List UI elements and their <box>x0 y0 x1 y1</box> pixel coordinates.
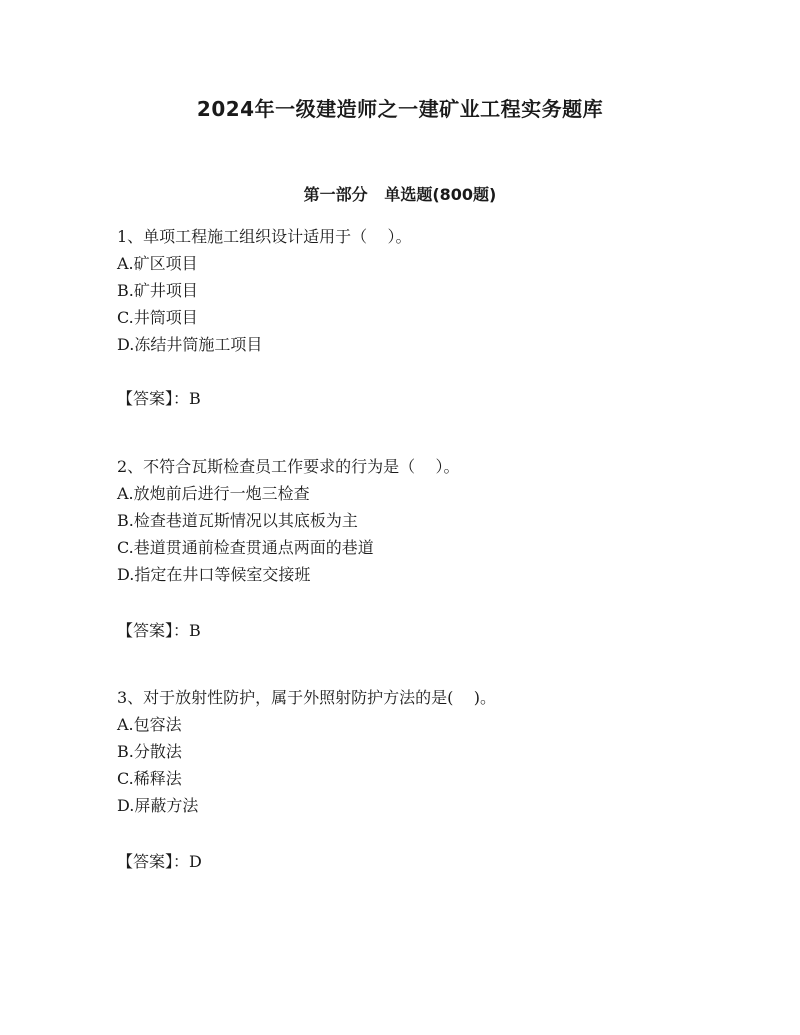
answer-label: 【答案】： <box>117 852 190 871</box>
answer-label: 【答案】： <box>117 389 190 408</box>
answer-value: B <box>189 389 201 408</box>
answer-value: D <box>189 852 202 871</box>
option-d: D.屏蔽方法 <box>117 796 199 815</box>
question-stem: 1、单项工程施工组织设计适用于（ ）。 <box>117 227 412 246</box>
option-a: A.包容法 <box>117 715 182 734</box>
section-heading: 第一部分 单选题(800题) <box>303 185 497 204</box>
question-stem: 3、对于放射性防护，属于外照射防护方法的是( )。 <box>117 688 497 707</box>
answer-value: B <box>189 621 201 640</box>
option-a: A.放炮前后进行一炮三检查 <box>117 484 310 503</box>
option-d: D.指定在井口等候室交接班 <box>117 565 311 584</box>
option-b: B.矿井项目 <box>117 281 198 300</box>
answer-label: 【答案】： <box>117 621 190 640</box>
option-b: B.分散法 <box>117 742 182 761</box>
option-a: A.矿区项目 <box>117 254 198 273</box>
option-b: B.检查巷道瓦斯情况以其底板为主 <box>117 511 358 530</box>
option-c: C.稀释法 <box>117 769 182 788</box>
answer-line <box>117 619 201 643</box>
answer-line <box>117 387 201 411</box>
document-title: 2024年一级建造师之一建矿业工程实务题库 <box>196 97 604 121</box>
option-c: C.井筒项目 <box>117 308 198 327</box>
question-stem: 2、不符合瓦斯检查员工作要求的行为是（ ）。 <box>117 457 460 476</box>
option-c: C.巷道贯通前检查贯通点两面的巷道 <box>117 538 374 557</box>
answer-line <box>117 850 202 874</box>
option-d: D.冻结井筒施工项目 <box>117 335 263 354</box>
